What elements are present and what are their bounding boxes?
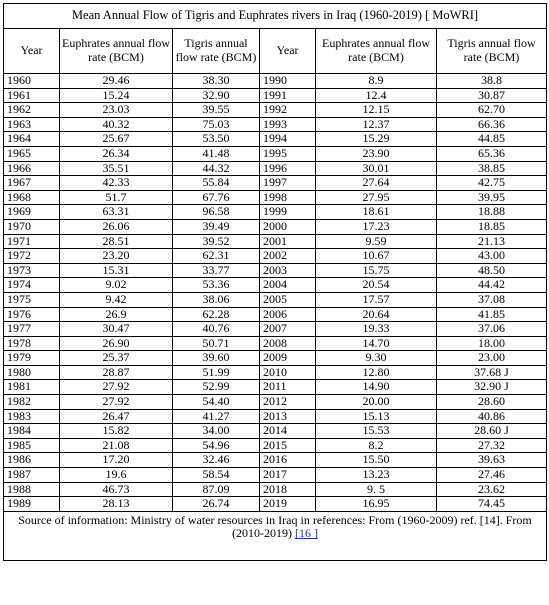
year-cell-right: 2003 [260, 263, 316, 278]
euphrates-header-left: Euphrates annual flow rate (BCM) [60, 29, 173, 74]
table-row [4, 263, 547, 278]
year-header-left: Year [4, 29, 60, 74]
euphrates-cell-right: 15.29 [316, 132, 437, 147]
euphrates-cell-right: 30.01 [316, 161, 437, 176]
euphrates-cell-right: 20.64 [316, 307, 437, 322]
year-cell-left: 1961 [4, 88, 60, 103]
table-row [4, 395, 547, 410]
table-row [4, 336, 547, 351]
table-row [4, 249, 547, 264]
euphrates-cell-left: 25.67 [60, 132, 173, 147]
header-row [4, 29, 547, 74]
tigris-cell-right: 40.86 [437, 409, 547, 424]
tigris-cell-right: 38.8 [437, 74, 547, 89]
euphrates-cell-left: 9.42 [60, 292, 173, 307]
flow-table [3, 3, 547, 561]
table-row [4, 424, 547, 439]
euphrates-cell-left: 27.92 [60, 380, 173, 395]
tigris-cell-left: 33.77 [173, 263, 260, 278]
year-cell-left: 1982 [4, 395, 60, 410]
table-row [4, 234, 547, 249]
tigris-cell-right: 37.06 [437, 322, 547, 337]
tigris-cell-left: 55.84 [173, 176, 260, 191]
euphrates-cell-left: 30.47 [60, 322, 173, 337]
tigris-cell-left: 39.52 [173, 234, 260, 249]
euphrates-cell-left: 35.51 [60, 161, 173, 176]
year-cell-right: 2002 [260, 249, 316, 264]
euphrates-cell-right: 9. 5 [316, 482, 437, 497]
euphrates-cell-right: 27.64 [316, 176, 437, 191]
tigris-cell-left: 53.36 [173, 278, 260, 293]
tigris-cell-left: 32.90 [173, 88, 260, 103]
table-row [4, 438, 547, 453]
table-row [4, 74, 547, 89]
euphrates-cell-left: 15.24 [60, 88, 173, 103]
euphrates-cell-right: 10.67 [316, 249, 437, 264]
source-reference-link[interactable]: [16 ] [295, 526, 318, 541]
tigris-cell-left: 54.40 [173, 395, 260, 410]
euphrates-cell-left: 23.03 [60, 103, 173, 118]
euphrates-cell-right: 12.4 [316, 88, 437, 103]
euphrates-cell-left: 46.73 [60, 482, 173, 497]
table-row [4, 117, 547, 132]
year-cell-right: 2012 [260, 395, 316, 410]
euphrates-cell-right: 23.90 [316, 146, 437, 161]
year-cell-left: 1969 [4, 205, 60, 220]
year-cell-left: 1981 [4, 380, 60, 395]
tigris-cell-left: 67.76 [173, 190, 260, 205]
year-cell-right: 2005 [260, 292, 316, 307]
euphrates-cell-left: 19.6 [60, 468, 173, 483]
tigris-cell-right: 65.36 [437, 146, 547, 161]
year-cell-right: 1998 [260, 190, 316, 205]
tigris-cell-left: 51.99 [173, 365, 260, 380]
euphrates-cell-right: 20.00 [316, 395, 437, 410]
tigris-header-left: Tigris annual flow rate (BCM) [173, 29, 260, 74]
euphrates-cell-left: 42.33 [60, 176, 173, 191]
flow-table-container [3, 3, 546, 561]
year-cell-right: 1995 [260, 146, 316, 161]
year-cell-left: 1966 [4, 161, 60, 176]
year-cell-right: 2006 [260, 307, 316, 322]
tigris-cell-right: 28.60 [437, 395, 547, 410]
tigris-cell-left: 44.32 [173, 161, 260, 176]
euphrates-cell-left: 26.47 [60, 409, 173, 424]
table-row [4, 219, 547, 234]
euphrates-cell-left: 28.87 [60, 365, 173, 380]
table-row [4, 190, 547, 205]
euphrates-cell-left: 28.51 [60, 234, 173, 249]
tigris-cell-right: 44.42 [437, 278, 547, 293]
year-cell-right: 1992 [260, 103, 316, 118]
source-note [4, 511, 547, 560]
year-cell-right: 2014 [260, 424, 316, 439]
table-row [4, 161, 547, 176]
table-row [4, 292, 547, 307]
euphrates-cell-right: 14.70 [316, 336, 437, 351]
euphrates-cell-left: 63.31 [60, 205, 173, 220]
tigris-cell-right: 39.63 [437, 453, 547, 468]
year-cell-left: 1980 [4, 365, 60, 380]
year-cell-left: 1988 [4, 482, 60, 497]
tigris-cell-right: 37.08 [437, 292, 547, 307]
euphrates-cell-right: 17.23 [316, 219, 437, 234]
year-cell-right: 2007 [260, 322, 316, 337]
euphrates-cell-right: 12.15 [316, 103, 437, 118]
tigris-cell-left: 39.55 [173, 103, 260, 118]
tigris-cell-right: 18.88 [437, 205, 547, 220]
table-row [4, 453, 547, 468]
year-cell-right: 2017 [260, 468, 316, 483]
year-cell-right: 2010 [260, 365, 316, 380]
year-cell-left: 1983 [4, 409, 60, 424]
euphrates-cell-left: 9.02 [60, 278, 173, 293]
table-row [4, 307, 547, 322]
year-cell-right: 2009 [260, 351, 316, 366]
tigris-cell-right: 32.90 J [437, 380, 547, 395]
year-cell-left: 1963 [4, 117, 60, 132]
year-cell-left: 1971 [4, 234, 60, 249]
table-row [4, 278, 547, 293]
table-row [4, 132, 547, 147]
table-row [4, 88, 547, 103]
euphrates-cell-left: 28.13 [60, 497, 173, 512]
table-row [4, 322, 547, 337]
year-cell-left: 1964 [4, 132, 60, 147]
tigris-cell-left: 58.54 [173, 468, 260, 483]
euphrates-cell-right: 8.9 [316, 74, 437, 89]
euphrates-cell-right: 9.30 [316, 351, 437, 366]
tigris-cell-right: 23.00 [437, 351, 547, 366]
tigris-cell-right: 48.50 [437, 263, 547, 278]
tigris-cell-left: 38.06 [173, 292, 260, 307]
tigris-cell-right: 44.85 [437, 132, 547, 147]
tigris-cell-left: 39.60 [173, 351, 260, 366]
tigris-cell-right: 18.00 [437, 336, 547, 351]
table-row [4, 497, 547, 512]
year-cell-left: 1960 [4, 74, 60, 89]
tigris-cell-left: 50.71 [173, 336, 260, 351]
tigris-cell-left: 87.09 [173, 482, 260, 497]
euphrates-cell-right: 16.95 [316, 497, 437, 512]
year-cell-right: 2000 [260, 219, 316, 234]
tigris-cell-right: 23.62 [437, 482, 547, 497]
tigris-cell-left: 41.48 [173, 146, 260, 161]
year-cell-left: 1985 [4, 438, 60, 453]
year-cell-right: 2018 [260, 482, 316, 497]
tigris-cell-right: 41.85 [437, 307, 547, 322]
euphrates-cell-right: 9.59 [316, 234, 437, 249]
euphrates-cell-right: 27.95 [316, 190, 437, 205]
year-cell-right: 2019 [260, 497, 316, 512]
euphrates-cell-left: 15.82 [60, 424, 173, 439]
euphrates-cell-left: 23.20 [60, 249, 173, 264]
euphrates-cell-right: 15.50 [316, 453, 437, 468]
euphrates-cell-right: 13.23 [316, 468, 437, 483]
euphrates-cell-right: 19.33 [316, 322, 437, 337]
year-cell-left: 1989 [4, 497, 60, 512]
tigris-cell-left: 26.74 [173, 497, 260, 512]
table-row [4, 103, 547, 118]
table-row [4, 176, 547, 191]
year-cell-left: 1974 [4, 278, 60, 293]
tigris-cell-left: 34.00 [173, 424, 260, 439]
year-cell-left: 1962 [4, 103, 60, 118]
year-cell-left: 1972 [4, 249, 60, 264]
tigris-cell-right: 74.45 [437, 497, 547, 512]
euphrates-cell-right: 12.80 [316, 365, 437, 380]
year-header-right: Year [260, 29, 316, 74]
euphrates-cell-left: 17.20 [60, 453, 173, 468]
tigris-cell-right: 30.87 [437, 88, 547, 103]
tigris-cell-right: 28.60 J [437, 424, 547, 439]
euphrates-cell-left: 21.08 [60, 438, 173, 453]
year-cell-right: 1997 [260, 176, 316, 191]
year-cell-right: 2015 [260, 438, 316, 453]
tigris-cell-right: 62.70 [437, 103, 547, 118]
table-row [4, 365, 547, 380]
euphrates-cell-left: 26.34 [60, 146, 173, 161]
year-cell-right: 2013 [260, 409, 316, 424]
tigris-cell-right: 27.32 [437, 438, 547, 453]
euphrates-header-right: Euphrates annual flow rate (BCM) [316, 29, 437, 74]
tigris-cell-left: 38.30 [173, 74, 260, 89]
euphrates-cell-left: 25.37 [60, 351, 173, 366]
euphrates-cell-right: 8.2 [316, 438, 437, 453]
tigris-cell-right: 38.85 [437, 161, 547, 176]
euphrates-cell-left: 26.06 [60, 219, 173, 234]
year-cell-right: 2001 [260, 234, 316, 249]
year-cell-left: 1986 [4, 453, 60, 468]
euphrates-cell-left: 29.46 [60, 74, 173, 89]
year-cell-left: 1984 [4, 424, 60, 439]
table-row [4, 351, 547, 366]
year-cell-right: 1996 [260, 161, 316, 176]
year-cell-left: 1976 [4, 307, 60, 322]
tigris-cell-right: 27.46 [437, 468, 547, 483]
euphrates-cell-left: 26.9 [60, 307, 173, 322]
year-cell-right: 1994 [260, 132, 316, 147]
euphrates-cell-right: 17.57 [316, 292, 437, 307]
tigris-header-right: Tigris annual flow rate (BCM) [437, 29, 547, 74]
year-cell-left: 1975 [4, 292, 60, 307]
tigris-cell-right: 37.68 J [437, 365, 547, 380]
euphrates-cell-right: 20.54 [316, 278, 437, 293]
euphrates-cell-right: 15.53 [316, 424, 437, 439]
table-body [4, 74, 547, 512]
table-row [4, 380, 547, 395]
tigris-cell-left: 62.31 [173, 249, 260, 264]
year-cell-left: 1967 [4, 176, 60, 191]
tigris-cell-right: 42.75 [437, 176, 547, 191]
table-row [4, 205, 547, 220]
tigris-cell-left: 41.27 [173, 409, 260, 424]
year-cell-left: 1965 [4, 146, 60, 161]
euphrates-cell-right: 18.61 [316, 205, 437, 220]
year-cell-left: 1979 [4, 351, 60, 366]
tigris-cell-left: 62.28 [173, 307, 260, 322]
year-cell-left: 1968 [4, 190, 60, 205]
tigris-cell-right: 43.00 [437, 249, 547, 264]
tigris-cell-right: 66.36 [437, 117, 547, 132]
tigris-cell-left: 96.58 [173, 205, 260, 220]
euphrates-cell-left: 51.7 [60, 190, 173, 205]
tigris-cell-left: 75.03 [173, 117, 260, 132]
euphrates-cell-right: 12.37 [316, 117, 437, 132]
euphrates-cell-left: 40.32 [60, 117, 173, 132]
year-cell-left: 1987 [4, 468, 60, 483]
table-title: Mean Annual Flow of Tigris and Euphrates rivers in Iraq (1960-2019) [ MoWRI] [4, 4, 547, 29]
year-cell-right: 1990 [260, 74, 316, 89]
euphrates-cell-left: 15.31 [60, 263, 173, 278]
source-text: Source of information: Ministry of water resources in Iraq in references: From (1960-2009) ref. [14]. From (2010-2019) [18, 512, 532, 541]
year-cell-left: 1978 [4, 336, 60, 351]
year-cell-right: 1991 [260, 88, 316, 103]
tigris-cell-left: 52.99 [173, 380, 260, 395]
tigris-cell-left: 39.49 [173, 219, 260, 234]
year-cell-right: 2004 [260, 278, 316, 293]
euphrates-cell-right: 15.75 [316, 263, 437, 278]
tigris-cell-left: 53.50 [173, 132, 260, 147]
euphrates-cell-left: 26.90 [60, 336, 173, 351]
year-cell-left: 1977 [4, 322, 60, 337]
year-cell-right: 2008 [260, 336, 316, 351]
year-cell-left: 1973 [4, 263, 60, 278]
year-cell-right: 1993 [260, 117, 316, 132]
year-cell-left: 1970 [4, 219, 60, 234]
euphrates-cell-right: 15.13 [316, 409, 437, 424]
year-cell-right: 1999 [260, 205, 316, 220]
year-cell-right: 2011 [260, 380, 316, 395]
table-row [4, 409, 547, 424]
tigris-cell-right: 21.13 [437, 234, 547, 249]
euphrates-cell-left: 27.92 [60, 395, 173, 410]
tigris-cell-left: 32.46 [173, 453, 260, 468]
tigris-cell-right: 39.95 [437, 190, 547, 205]
year-cell-right: 2016 [260, 453, 316, 468]
table-row [4, 482, 547, 497]
tigris-cell-left: 40.76 [173, 322, 260, 337]
tigris-cell-left: 54.96 [173, 438, 260, 453]
table-row [4, 146, 547, 161]
euphrates-cell-right: 14.90 [316, 380, 437, 395]
tigris-cell-right: 18.85 [437, 219, 547, 234]
table-row [4, 468, 547, 483]
